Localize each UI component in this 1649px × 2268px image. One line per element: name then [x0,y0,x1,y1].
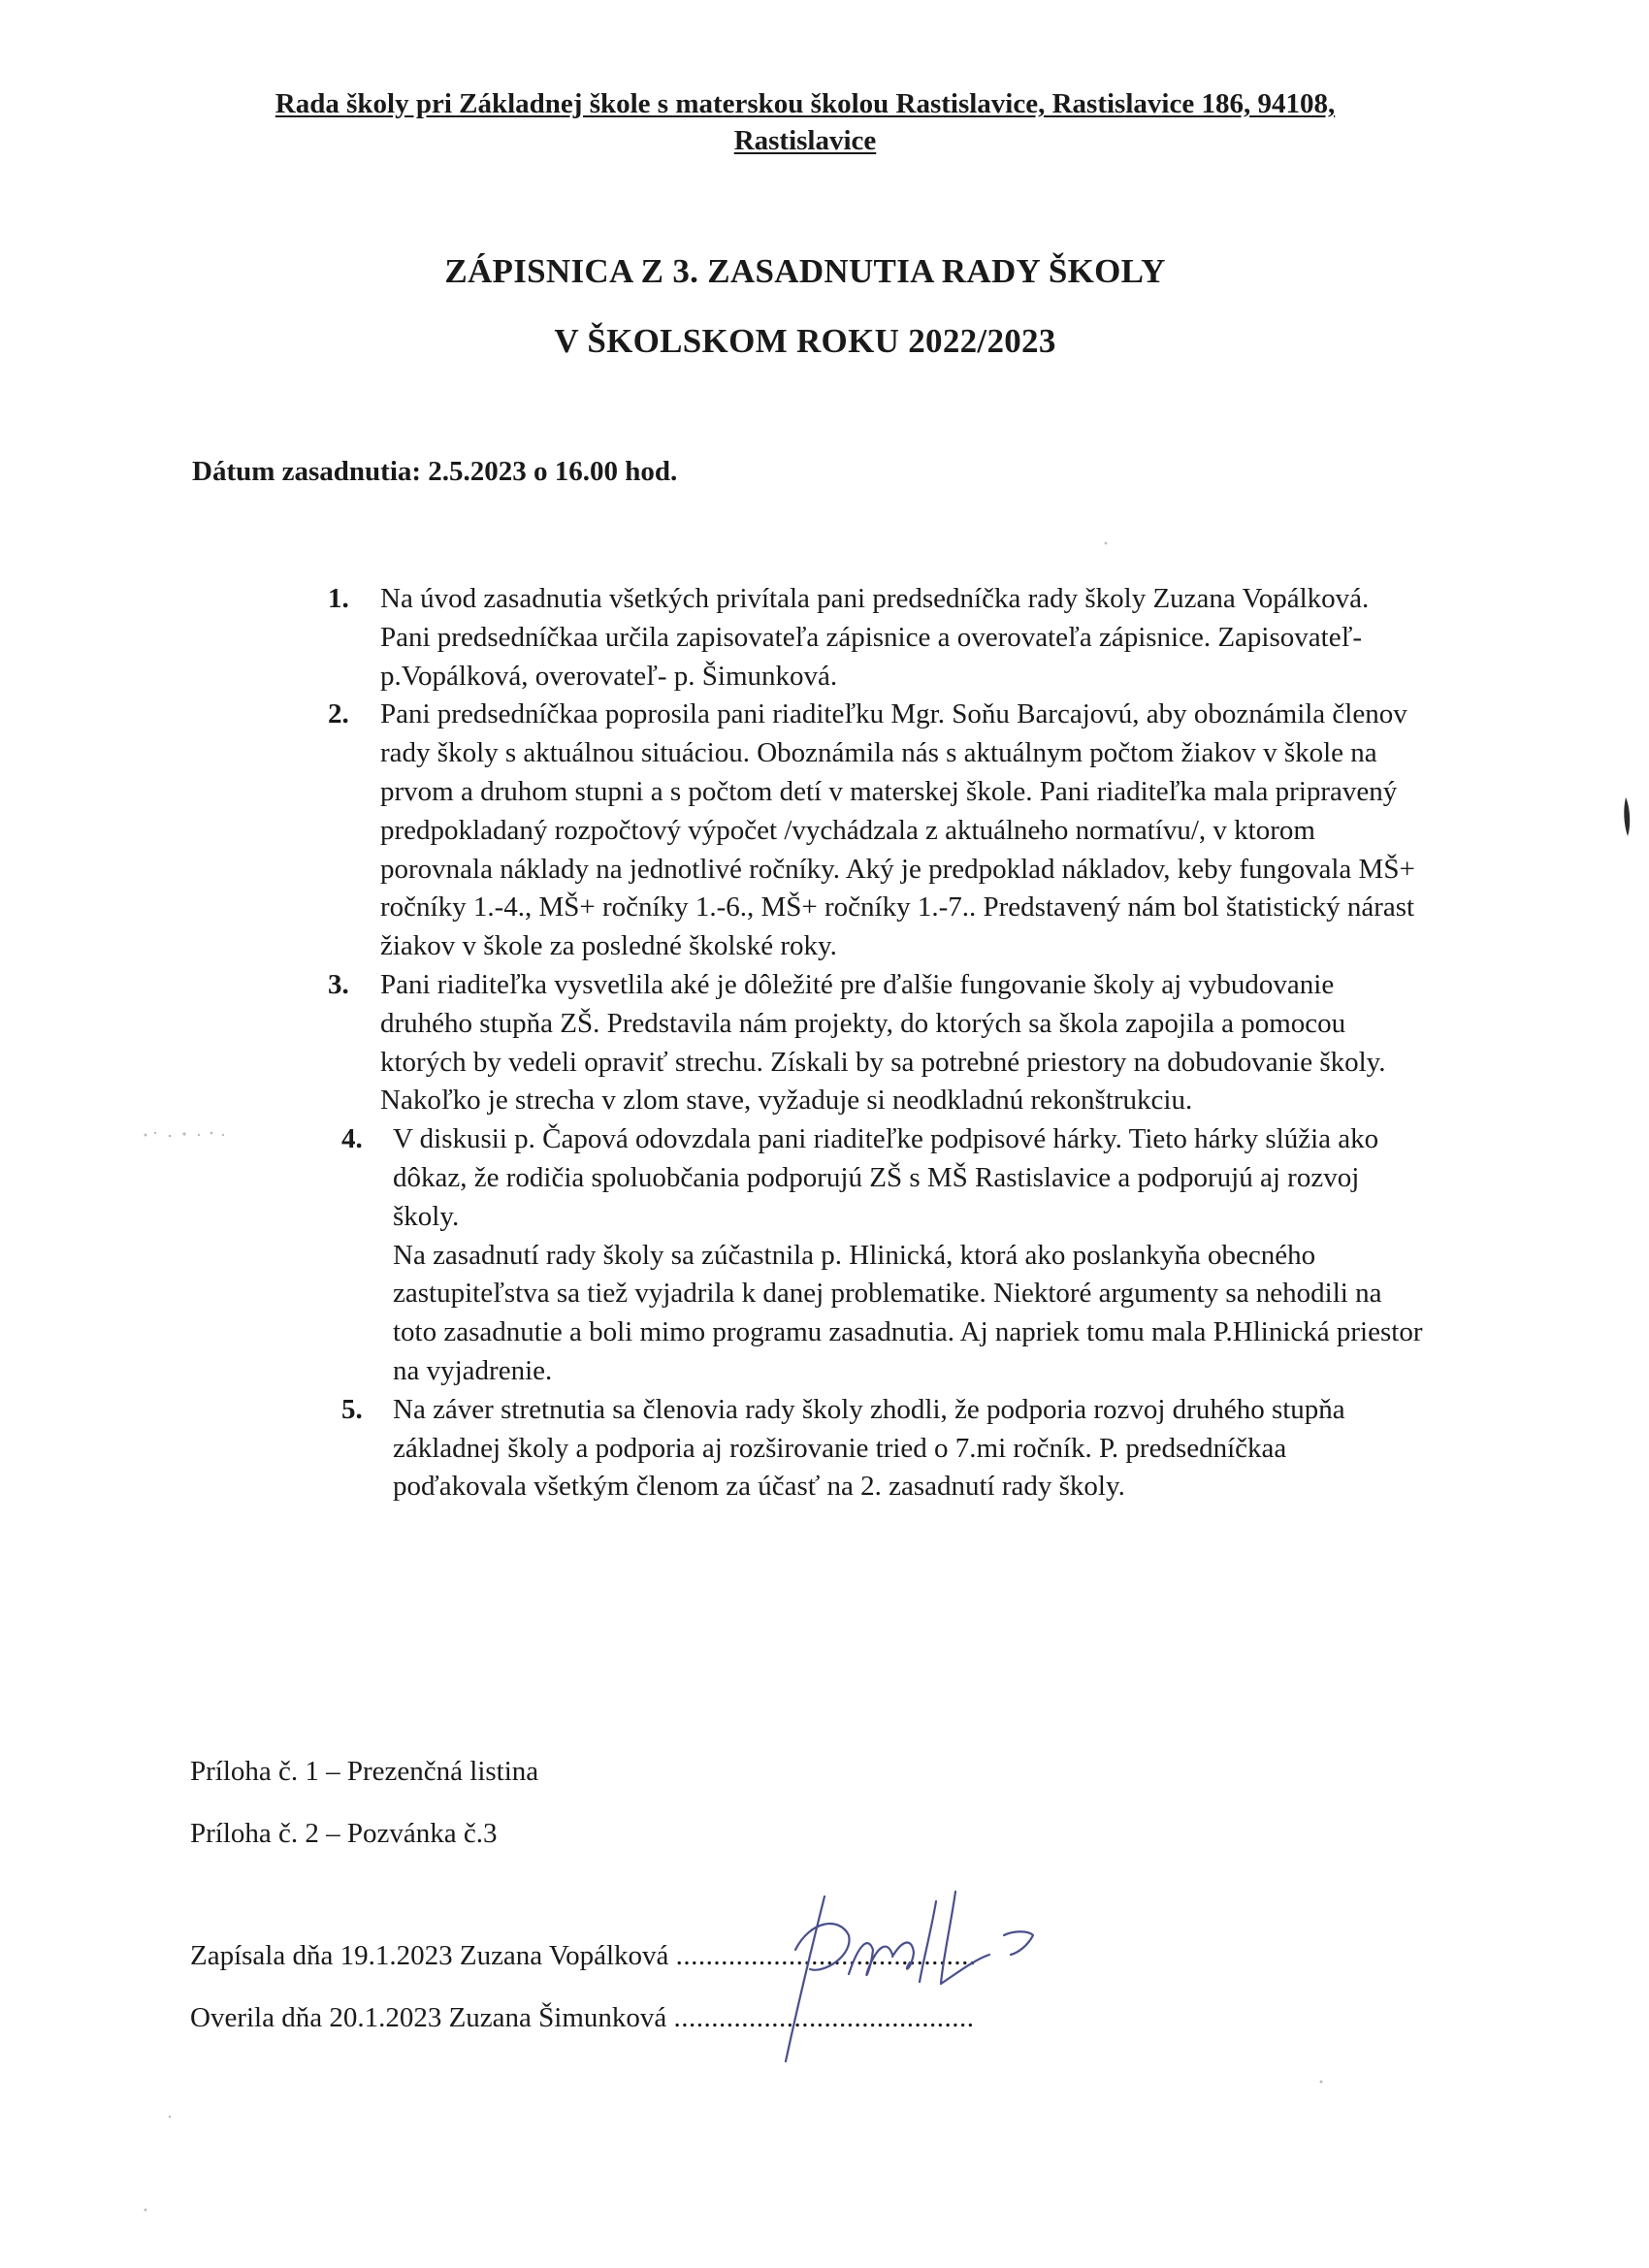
attachment-2: Príloha č. 2 – Pozvánka č.3 [190,1818,498,1849]
agenda-list [320,580,1426,1507]
organization-header-line-2: Rastislavice [733,125,877,156]
agenda-item-text: Na záver stretnutia sa členovia rady školy zhodli, že podporia rozvoj druhého stupňa základnej školy a podporia aj rozširovanie tried o 7.mi ročník. P. predsedníčkaa poďakovala všetkým členom za účasť na 2. zasadnutí rady školy. [393,1393,1345,1503]
organization-header-line-1: Rada školy pri Základnej škole s materskou školou Rastislavice, Rastislavice 186, 94108, [275,88,1336,119]
verified-by-text: Overila dňa 20.1.2023 Zuzana Šimunková [190,2002,667,2033]
recorded-by-text: Zapísala dňa 19.1.2023 Zuzana Vopálková [190,1940,669,1971]
agenda-item-2 [320,696,1426,966]
agenda-item-number: 4. [341,1123,363,1155]
document-title-line-1: ZÁPISNICA Z 3. ZASADNUTIA RADY ŠKOLY [444,252,1166,290]
agenda-item-number: 1. [328,583,349,614]
agenda-item-3 [320,966,1426,1120]
agenda-item-text: Pani riaditeľka vysvetlila aké je dôležité pre ďalšie fungovanie školy aj vybudovanie druhého stupňa ZŠ. Predstavila nám projekty, do ktorých sa škola zapojila a pomocou ktorých by vedeli opraviť strechu. Získali by sa potrebné priestory na dobudovanie školy. Nakoľko je strecha v zlom stave, vyžaduje si neodkladnú rekonštrukciu. [380,968,1386,1117]
agenda-item-4 [320,1120,1426,1391]
agenda-item-1 [320,580,1426,696]
signature-dots: ........................................ [675,1940,977,1971]
agenda-item-5 [320,1391,1426,1507]
agenda-item-number: 2. [328,698,349,730]
agenda-item-text: Na úvod zasadnutia všetkých privítala pani predsedníčka rady školy Zuzana Vopálková. Pani predsedníčkaa určila zapisovateľa zápisnice a overovateľa zápisnice. Zapisovateľ- p.Vopálková, overovateľ- p. Šimunková. [380,583,1370,692]
agenda-item-text: Pani predsedníčkaa poprosila pani riaditeľku Mgr. Soňu Barcajovú, aby oboznámila členov rady školy s aktuálnou situáciou. Oboznámila nás s aktuálnym počtom žiakov v škole na prvom a druhom stupni a s počtom detí v materskej škole. Pani riaditeľka mala pripravený predpokladaný rozpočtový výpočet /vychádzala z aktuálneho normatívu/, v ktorom porovnala náklady na jednotlivé ročníky. Aký je predpoklad nákladov, keby fungovala MŠ+ ročníky 1.-4., MŠ+ ročníky 1.-6., MŠ+ ročníky 1.-7.. Predstavený nám bol štatistický nárast žiakov v škole za posledné školské roky. [380,698,1415,962]
meeting-date: Dátum zasadnutia: 2.5.2023 o 16.00 hod. [192,456,678,487]
agenda-item-number: 3. [328,968,349,1000]
agenda-item-number: 5. [341,1393,363,1425]
signature-dots: ........................................ [673,2002,975,2033]
agenda-item-text: Na zasadnutí rady školy sa zúčastnila p. Hlinická, ktorá ako poslankyňa obecného zastupiteľstva sa tiež vyjadrila k danej problematike. Niektoré argumenty sa nehodili na toto zasadnutie a boli mimo programu zasadnutia. Aj napriek tomu mala P.Hlinická priestor na vyjadrenie. [393,1239,1423,1386]
organization-header [184,85,1426,159]
agenda-item-text: V diskusii p. Čapová odovzdala pani riaditeľke podpisové hárky. Tieto hárky slúžia ako dôkaz, že rodičia spoluobčania podporujú ZŠ s MŠ Rastislavice a podporujú aj rozvoj školy. [393,1123,1379,1232]
handwritten-signature [757,1877,1077,2071]
attachment-1: Príloha č. 1 – Prezenčná listina [190,1756,539,1787]
document-title-line-2: V ŠKOLSKOM ROKU 2022/2023 [554,322,1056,360]
